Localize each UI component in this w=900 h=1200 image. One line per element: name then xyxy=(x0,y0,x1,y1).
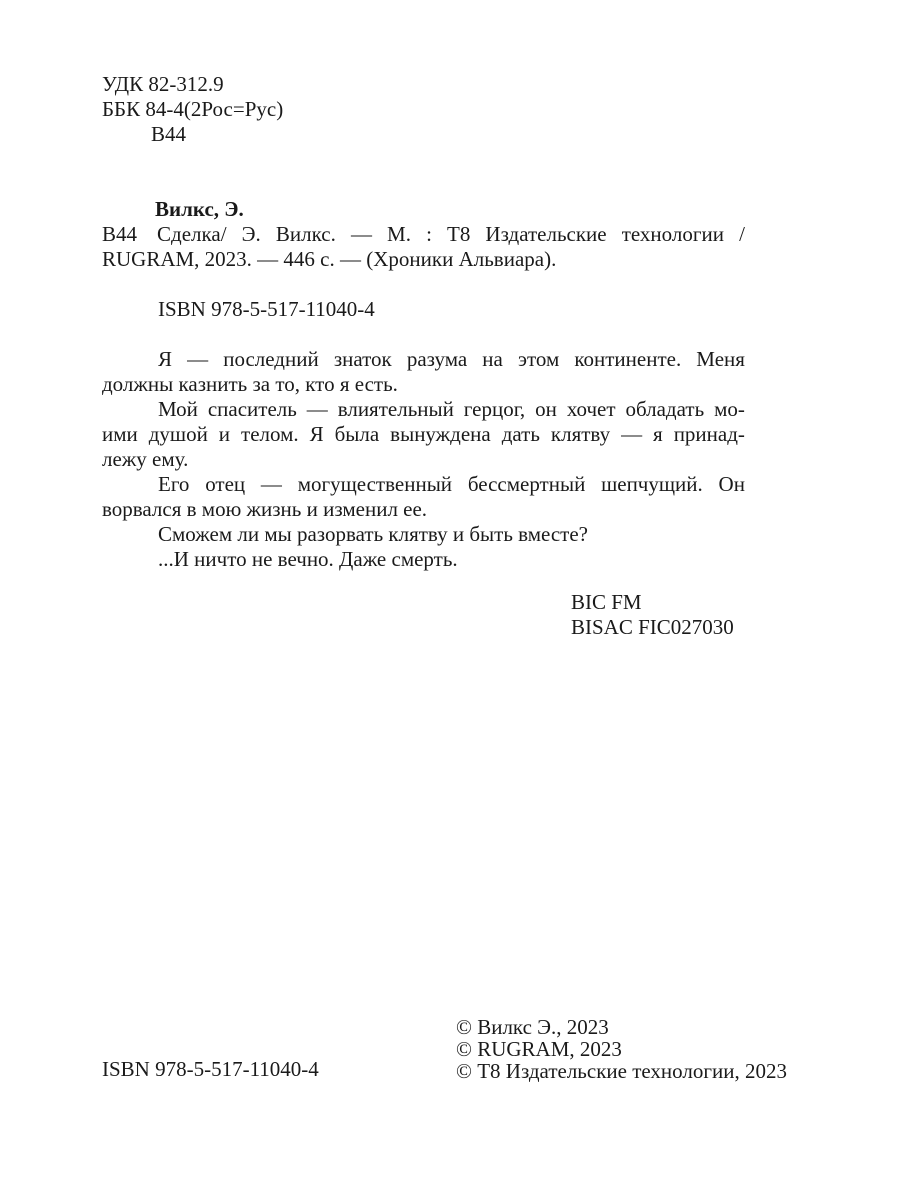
word: влиятельный xyxy=(337,397,454,421)
word: Издательские xyxy=(485,222,607,246)
word: спаситель xyxy=(207,397,297,421)
word: Меня xyxy=(696,347,745,371)
copyright-author: © Вилкс Э., 2023 xyxy=(456,1015,609,1039)
bbk-code: ББК 84-4(2Рос=Рус) xyxy=(102,97,284,121)
annotation-p3-line-2: ворвался в мою жизнь и изменил ее. xyxy=(102,497,428,521)
word: Т8 xyxy=(447,222,471,246)
word: : xyxy=(426,222,432,246)
annotation-p5: ...И ничто не вечно. Даже смерть. xyxy=(158,547,458,571)
word: Вилкс. xyxy=(275,222,336,246)
word: разума xyxy=(406,347,468,371)
record-author-sign: В44 xyxy=(102,222,138,246)
word: была xyxy=(334,422,380,446)
annotation-p2-line-3: лежу ему. xyxy=(102,447,189,471)
word: континенте. xyxy=(574,347,682,371)
word: — xyxy=(187,347,209,371)
word: Я xyxy=(309,422,324,446)
word: герцог, xyxy=(463,397,526,421)
word: этом xyxy=(517,347,560,371)
bisac-code: BISAC FIC027030 xyxy=(571,615,734,639)
word: ими xyxy=(102,422,138,446)
word: — xyxy=(306,397,328,421)
word: хочет xyxy=(566,397,616,421)
author-sign: В44 xyxy=(151,122,187,146)
annotation-p4: Сможем ли мы разорвать клятву и быть вместе? xyxy=(158,522,588,546)
record-isbn: ISBN 978-5-517-11040-4 xyxy=(158,297,375,321)
word: клятву xyxy=(550,422,611,446)
word: — xyxy=(350,222,372,246)
word: отец xyxy=(205,472,246,496)
word: — xyxy=(621,422,643,446)
biblio-line-1 xyxy=(157,222,745,246)
copyright-rugram: © RUGRAM, 2023 xyxy=(456,1037,622,1061)
word: знаток xyxy=(333,347,392,371)
annotation-p2-line-2 xyxy=(102,422,745,446)
word: Я xyxy=(158,347,173,371)
word: он xyxy=(535,397,557,421)
annotation-p3-line-1 xyxy=(158,472,745,496)
word: душой xyxy=(148,422,208,446)
word: М. xyxy=(387,222,411,246)
word: принад- xyxy=(673,422,745,446)
word: мо- xyxy=(714,397,745,421)
author-heading: Вилкс, Э. xyxy=(155,197,244,221)
annotation-p1-line-1 xyxy=(158,347,745,371)
annotation-p2-line-1 xyxy=(158,397,745,421)
word: Он xyxy=(718,472,745,496)
word: Э. xyxy=(241,222,261,246)
word: технологии xyxy=(621,222,724,246)
word: обладать xyxy=(625,397,705,421)
word: Мой xyxy=(158,397,198,421)
word: Его xyxy=(158,472,190,496)
word: вынуждена xyxy=(390,422,491,446)
annotation-p1-line-2: должны казнить за то, кто я есть. xyxy=(102,372,398,396)
footer-isbn: ISBN 978-5-517-11040-4 xyxy=(102,1057,319,1081)
word: — xyxy=(260,472,282,496)
copyright-t8: © Т8 Издательские технологии, 2023 xyxy=(456,1059,787,1083)
word: и xyxy=(218,422,231,446)
word: / xyxy=(739,222,745,246)
udk-code: УДК 82-312.9 xyxy=(102,72,224,96)
word: могущественный xyxy=(297,472,453,496)
word: последний xyxy=(223,347,319,371)
word: дать xyxy=(501,422,540,446)
bic-code: BIC FM xyxy=(571,590,642,614)
word: Сделка/ xyxy=(157,222,227,246)
biblio-line-2: RUGRAM, 2023. — 446 с. — (Хроники Альвиара). xyxy=(102,247,557,271)
word: шепчущий. xyxy=(601,472,703,496)
word: бессмертный xyxy=(467,472,586,496)
word: я xyxy=(653,422,663,446)
word: телом. xyxy=(241,422,299,446)
word: на xyxy=(482,347,503,371)
